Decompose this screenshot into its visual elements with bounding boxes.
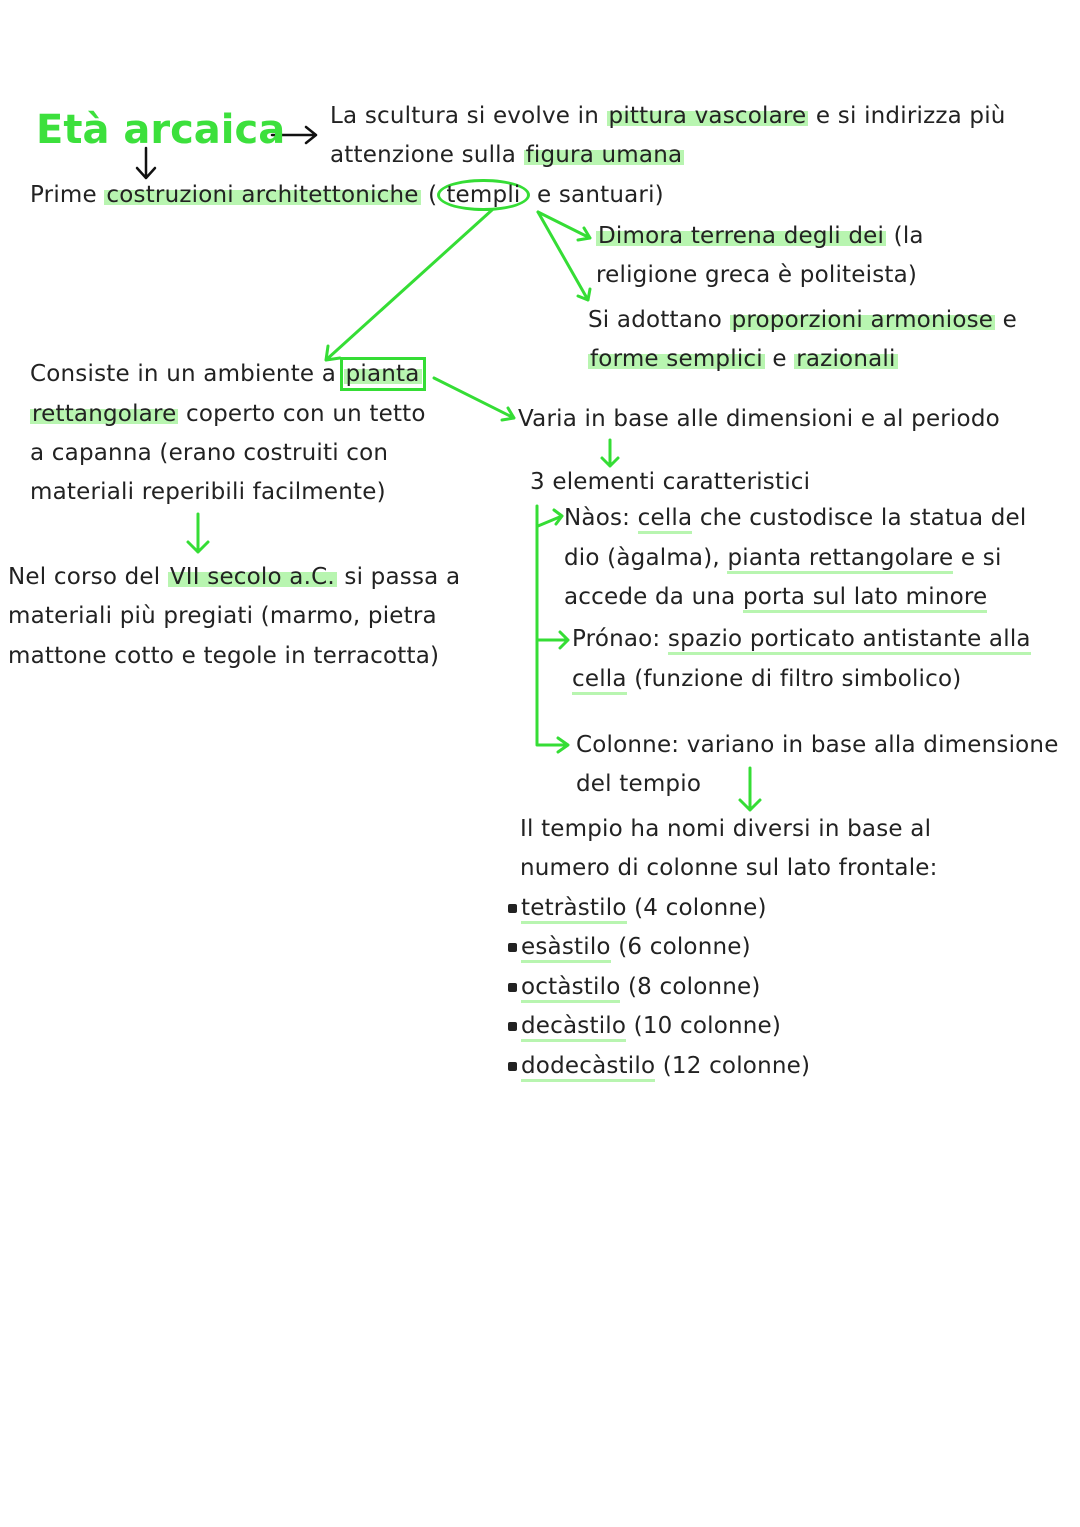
nel-corso-line-2: materiali più pregiati (marmo, pietra [8,603,437,629]
naos-line-1 [564,498,1027,538]
varia-line: Varia in base alle dimensioni e al periodo [518,406,1000,432]
highlight-forme: forme semplici [590,346,763,372]
consiste-text: Consiste in un ambiente a [30,361,337,387]
arrow-to-consiste-icon [326,210,492,360]
prime-text-b: e santuari) [537,182,664,208]
tipo-nome: decàstilo [521,1013,626,1042]
elements-bracket [537,506,566,745]
forme-text: e [772,346,787,372]
bullet-icon [508,943,517,952]
list-item [508,1006,781,1046]
tipo-colonne: (4 colonne) [634,895,767,921]
highlight-proporzioni: proporzioni armoniose [731,307,994,333]
arrow-down-green-icon [188,514,208,552]
naos-line-3 [564,577,987,617]
pronao-line-1 [572,619,1031,659]
tipo-nome: dodecàstilo [521,1053,655,1082]
nel-corso-line-1 [8,557,460,597]
elementi-heading: 3 elementi caratteristici [530,469,811,495]
dimora-text: (la [893,223,924,249]
naos-text: che custodisce la statua del [699,505,1027,531]
tempio-line-1: Il tempio ha nomi diversi in base al [520,816,932,842]
pronao-text: (funzione di filtro simbolico) [634,666,962,692]
naos-text-2b: e si [960,545,1002,571]
pronao-label: Prónao: [572,626,661,652]
colonne-line-2: del tempio [576,771,702,797]
naos-text-3: accede da una [564,584,736,610]
list-item [508,967,761,1007]
pronao-line-2 [572,659,961,699]
tipo-colonne: (10 colonne) [633,1013,782,1039]
prime-line [30,175,664,215]
nel-corso-text: Nel corso del [8,564,161,590]
intro-line-2 [330,135,684,175]
highlight-rettangolare: rettangolare [32,401,177,427]
forme-line [588,339,898,379]
arrow-down-tempio-icon [740,768,760,810]
intro-line-1 [330,96,1006,136]
pronao-spazio: spazio porticato antistante alla [668,626,1031,655]
bullet-icon [508,904,517,913]
pianta-boxed: pianta [345,361,420,387]
templi-circled: templi [437,179,529,211]
adottano-text-b: e [1002,307,1017,333]
pronao-cella: cella [572,666,627,695]
bullet-icon [508,1022,517,1031]
colonne-label: Colonne: [576,732,680,758]
page-title: Età arcaica [36,107,286,153]
tipo-colonne: (8 colonne) [628,974,761,1000]
dimora-line-2: religione greca è politeista) [596,262,918,288]
naos-text-2: dio (àgalma), [564,545,720,571]
consiste-line-1 [30,354,422,394]
tipo-colonne: (6 colonne) [618,934,751,960]
arrow-pronao-icon [538,632,568,648]
nel-corso-text-b: si passa a [344,564,461,590]
colonne-line-1 [576,725,1059,765]
tipo-colonne: (12 colonne) [662,1053,811,1079]
list-item [508,1046,810,1086]
consiste-text-2: coperto con un tetto [185,401,426,427]
naos-porta: porta sul lato minore [743,584,987,613]
highlight-razionali: razionali [796,346,896,372]
consiste-line-3: a capanna (erano costruiti con [30,440,389,466]
intro-text-2: attenzione sulla [330,142,517,168]
prime-text: Prime [30,182,97,208]
dimora-line-1 [596,216,924,256]
naos-pianta: pianta rettangolare [727,545,953,574]
tipo-nome: octàstilo [521,974,620,1003]
list-item [508,927,751,967]
highlight-secolo: VII secolo a.C. [169,564,335,590]
paren-open: ( [428,182,438,208]
consiste-line-4: materiali reperibili facilmente) [30,479,386,505]
tempio-line-2: numero di colonne sul lato frontale: [520,855,938,881]
tipo-nome: esàstilo [521,934,611,963]
naos-line-2 [564,538,1002,578]
adottano-line [588,300,1017,340]
bullet-icon [508,983,517,992]
intro-text-b: e si indirizza più [815,103,1006,129]
colonne-text: variano in base alla dimensione [686,732,1059,758]
adottano-text: Si adottano [588,307,723,333]
highlight-costruzioni: costruzioni architettoniche [106,182,419,208]
tipo-nome: tetràstilo [521,895,627,924]
naos-label: Nàos: [564,505,631,531]
naos-cella: cella [638,505,693,534]
highlight-pittura: pittura vascolare [608,103,807,129]
intro-text: La scultura si evolve in [330,103,600,129]
nel-corso-line-3: mattone cotto e tegole in terracotta) [8,643,440,669]
consiste-line-2 [30,394,426,434]
list-item [508,888,767,928]
highlight-figura: figura umana [525,142,683,168]
bullet-icon [508,1062,517,1071]
arrow-to-varia-icon [434,378,514,420]
arrow-naos-icon [538,510,562,526]
highlight-dimora: Dimora terrena degli dei [598,223,885,249]
